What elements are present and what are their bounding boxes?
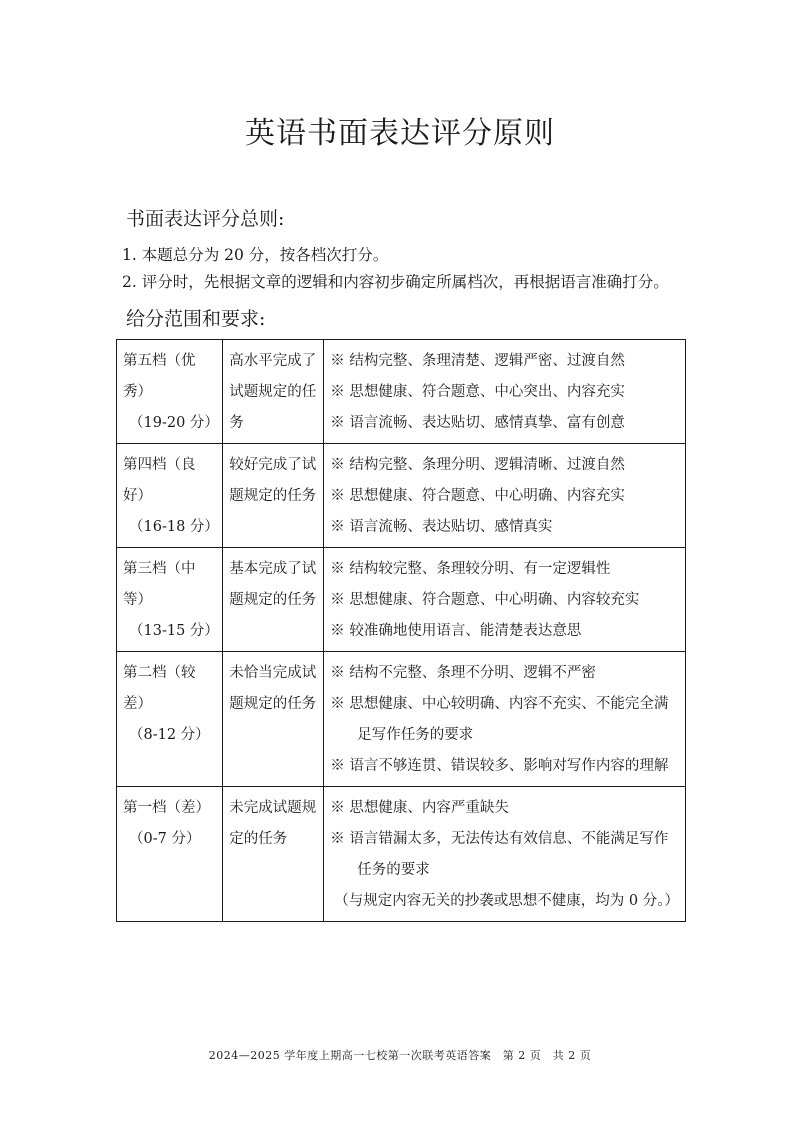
criterion: ※ 结构较完整、条理较分明、有一定逻辑性	[330, 561, 611, 577]
grade-cell	[117, 548, 223, 652]
criterion: ※ 语言错漏太多，无法传达有效信息、不能满足写作	[330, 831, 669, 847]
task-description: 高水平完成了试题规定的任务	[229, 353, 317, 431]
grade-name: 第五档（优秀）	[123, 353, 196, 400]
scoring-heading: 给分范围和要求:	[126, 308, 266, 330]
criterion: ※ 语言不够连贯、错误较多、影响对写作内容的理解	[330, 758, 669, 774]
criterion: ※ 结构完整、条理清楚、逻辑严密、过渡自然	[330, 353, 625, 369]
task-cell	[223, 787, 324, 922]
criterion-continuation: 足写作任务的要求	[357, 727, 474, 743]
grade-name: 第一档（差）	[123, 800, 210, 816]
grade-name: 第四档（良好）	[123, 457, 196, 504]
task-description: 基本完成了试题规定的任务	[229, 561, 317, 608]
task-cell	[223, 652, 324, 787]
grade-row	[117, 548, 686, 652]
general-rule-2: 2. 评分时，先根据文章的逻辑和内容初步确定所属档次，再根据语言准确打分。	[122, 273, 669, 291]
grade-cell	[117, 444, 223, 548]
grade-row	[117, 340, 686, 444]
criteria-cell	[324, 652, 686, 787]
criterion: ※ 思想健康、内容严重缺失	[330, 800, 509, 816]
grade-range: （19-20 分）	[129, 415, 219, 431]
grade-cell	[117, 787, 223, 922]
general-rule-1: 1. 本题总分为 20 分，按各档次打分。	[122, 246, 389, 264]
criteria-cell	[324, 548, 686, 652]
criterion: ※ 思想健康、符合题意、中心明确、内容较充实	[330, 592, 640, 608]
task-description: 未完成试题规定的任务	[229, 800, 317, 847]
criteria-cell	[324, 340, 686, 444]
criterion: ※ 思想健康、中心较明确、内容不充实、不能完全满	[330, 696, 669, 712]
general-heading: 书面表达评分总则:	[126, 208, 285, 230]
grade-row	[117, 787, 686, 922]
criterion: ※ 结构完整、条理分明、逻辑清晰、过渡自然	[330, 457, 625, 473]
grade-row	[117, 444, 686, 548]
criterion: ※ 语言流畅、表达贴切、感情真挚、富有创意	[330, 415, 625, 431]
criterion-continuation: 任务的要求	[357, 862, 430, 878]
task-description: 未恰当完成试题规定的任务	[229, 665, 317, 712]
page-footer: 2024—2025 学年度上期高一七校第一次联考英语答案 第 2 页 共 2 页	[208, 1049, 592, 1062]
grade-range: （16-18 分）	[129, 519, 219, 535]
grade-name: 第二档（较差）	[123, 665, 196, 712]
grade-cell	[117, 652, 223, 787]
criterion: ※ 思想健康、符合题意、中心突出、内容充实	[330, 384, 625, 400]
task-description: 较好完成了试题规定的任务	[229, 457, 317, 504]
criteria-cell	[324, 444, 686, 548]
criterion: ※ 语言流畅、表达贴切、感情真实	[330, 519, 553, 535]
grade-cell	[117, 340, 223, 444]
criterion: ※ 结构不完整、条理不分明、逻辑不严密	[330, 665, 596, 681]
criteria-cell	[324, 787, 686, 922]
grade-name: 第三档（中等）	[123, 561, 196, 608]
grade-range: （0-7 分）	[129, 831, 201, 847]
page-title: 英语书面表达评分原则	[245, 116, 555, 151]
zero-score-note: （与规定内容无关的抄袭或思想不健康，均为 0 分。）	[334, 893, 679, 909]
criterion: ※ 思想健康、符合题意、中心明确、内容充实	[330, 488, 625, 504]
scoring-table	[116, 339, 686, 922]
grade-row	[117, 652, 686, 787]
grade-range: （13-15 分）	[129, 623, 219, 639]
criterion: ※ 较准确地使用语言、能清楚表达意思	[330, 623, 582, 639]
task-cell	[223, 548, 324, 652]
task-cell	[223, 340, 324, 444]
task-cell	[223, 444, 324, 548]
grade-range: （8-12 分）	[129, 727, 210, 743]
